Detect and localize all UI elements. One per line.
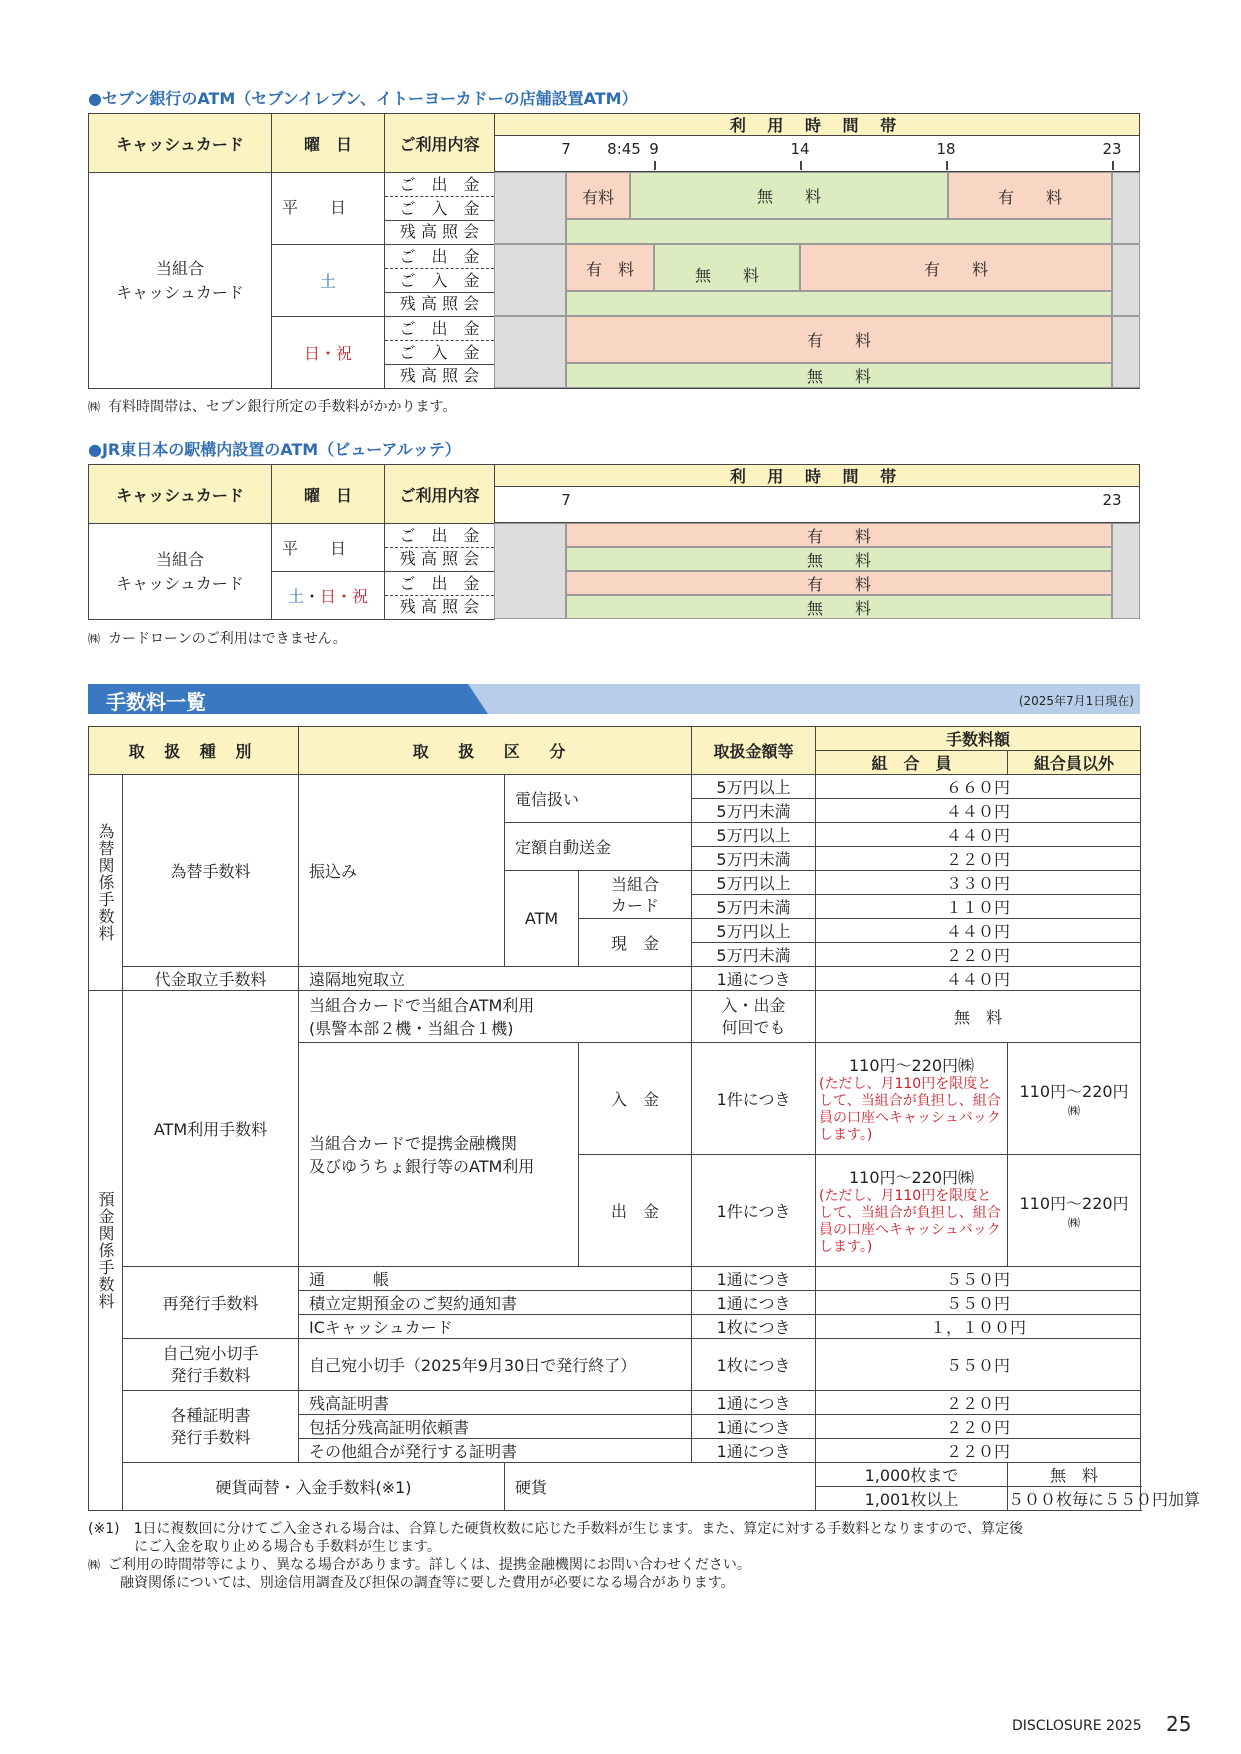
fee-value: ５００枚毎に５５０円加算	[1008, 1487, 1141, 1511]
amount-cell: 1通につき	[692, 1415, 816, 1439]
free-bar: 無 料	[654, 244, 800, 291]
per-ken: 1件につき	[692, 1155, 816, 1267]
nonmember-fee-cell: 110円～220円 ㈱	[1008, 1043, 1141, 1155]
amount-cell: 1枚につき	[692, 1315, 816, 1339]
reissue: 再発行手数料	[123, 1267, 299, 1339]
amount-cell: 1枚につき	[692, 1339, 816, 1391]
fee-value: ２２０円	[816, 1439, 1141, 1463]
fee-value: ４４０円	[816, 823, 1141, 847]
footnote-2b: 融資関係については、別途信用調査及び担保の調査等に要した費用が必要になる場合があります。	[120, 1575, 735, 1591]
page-number: 25	[1166, 1712, 1192, 1736]
closed-bar	[1112, 244, 1140, 316]
fee-bar: 有 料	[948, 172, 1112, 219]
fee-value: ２２０円	[816, 943, 1141, 967]
tick-7: 7	[561, 491, 571, 509]
fee-bar: 有 料	[566, 244, 654, 291]
tick-845: 8:45	[607, 140, 641, 158]
free-bar: 無 料	[566, 363, 1112, 388]
amount-cell: 1通につき	[692, 1267, 816, 1291]
fee-list-date: (2025年7月1日現在)	[1018, 694, 1134, 708]
use-balance: 残 高 照 会	[399, 293, 480, 313]
fee-value: ４４０円	[816, 799, 1141, 823]
tick-18: 18	[936, 140, 956, 158]
reissue-item: ICキャッシュカード	[299, 1315, 692, 1339]
h-division: 取 扱 区 分	[299, 727, 692, 775]
atm-fee: ATM利用手数料	[123, 991, 299, 1267]
inout-any: 入・出金 何回でも	[692, 991, 816, 1043]
use-deposit: ご 入 金	[385, 341, 494, 365]
closed-bar	[1112, 172, 1140, 244]
cert: 各種証明書 発行手数料	[123, 1391, 299, 1463]
amount-cell: 5万円未満	[692, 895, 816, 919]
h-type: 取 扱 種 別	[89, 727, 299, 775]
fee-value: １１０円	[816, 895, 1141, 919]
fee-bar: 有 料	[566, 571, 1112, 595]
h-nonmember: 組合員以外	[1008, 751, 1141, 775]
coin: 硬貨両替・入金手数料(※1)	[123, 1463, 505, 1511]
cat-transfer: 為替関係手数料	[89, 775, 123, 991]
member-fee-cell: 110円～220円㈱ (ただし、月110円を限度として、当組合が負担し、組合員の口座へキャッシュバックします。)	[816, 1043, 1008, 1155]
seven-time-header: 利 用 時 間 帯	[494, 113, 1140, 136]
enkaku: 遠隔地宛取立	[299, 967, 692, 991]
closed-bar	[494, 244, 566, 316]
amount-cell: 1,001枚以上	[816, 1487, 1008, 1511]
use-withdraw: ご 出 金	[385, 572, 494, 596]
coin-item: 硬貨	[505, 1463, 816, 1511]
day-weekday: 平 日	[272, 173, 385, 245]
atm-label: ATM	[505, 871, 579, 967]
seven-tick-area	[494, 136, 1140, 172]
day-holiday: 土・日・祝	[272, 572, 385, 620]
fee-value: ３３０円	[816, 871, 1141, 895]
amount-cell: 1通につき	[692, 1291, 816, 1315]
free-bar: 無 料	[630, 172, 948, 219]
header-day: 曜 日	[272, 114, 385, 173]
tick-mark	[654, 161, 656, 170]
h-fee: 手数料額	[816, 727, 1141, 751]
day-sunday: 日・祝	[272, 317, 385, 389]
use-balance: 残 高 照 会	[399, 365, 480, 385]
header-day: 曜 日	[272, 465, 385, 524]
own-atm: 当組合カードで当組合ATM利用 (県警本部２機・当組合１機)	[299, 991, 692, 1043]
use-withdraw: ご 出 金	[385, 524, 494, 548]
per-ken: 1件につき	[692, 1043, 816, 1155]
amount-cell: 5万円未満	[692, 799, 816, 823]
fee-value: ４４０円	[816, 919, 1141, 943]
free-bar: 無 料	[566, 547, 1112, 571]
use-balance: 残 高 照 会	[399, 597, 480, 616]
nyukin: 入 金	[579, 1043, 692, 1155]
use-balance: 残 高 照 会	[399, 549, 480, 568]
fee-list-banner	[88, 684, 1140, 714]
jikoate-item: 自己宛小切手（2025年9月30日で発行終了）	[299, 1339, 692, 1391]
member-fee-cell: 110円～220円㈱ (ただし、月110円を限度として、当組合が負担し、組合員の口座へキャッシュバックします。)	[816, 1155, 1008, 1267]
fee-value: ５５０円	[816, 1267, 1141, 1291]
footnote-1b: にご入金を取り止める場合も手数料が生じます。	[134, 1539, 441, 1555]
seven-note: ㈱ 有料時間帯は、セブン銀行所定の手数料がかかります。	[88, 399, 457, 415]
fee-value: ５５０円	[816, 1291, 1141, 1315]
header-use: ご利用内容	[385, 114, 495, 173]
teigaku: 定額自動送金	[505, 823, 692, 871]
jr-note: ㈱ カードローンのご利用はできません。	[88, 631, 347, 647]
cat-deposit: 預金関係手数料	[89, 991, 123, 1511]
partner-atm: 当組合カードで提携金融機関 及びゆうちょ銀行等のATM利用	[299, 1043, 579, 1267]
fee-value: 無 料	[1008, 1463, 1141, 1487]
footer-label: DISCLOSURE 2025	[1012, 1718, 1142, 1734]
tick-mark	[1112, 161, 1114, 170]
tick-mark	[800, 161, 802, 170]
furikomi: 振込み	[299, 775, 505, 967]
fee-bar: 有料	[566, 172, 630, 219]
h-member: 組 合 員	[816, 751, 1008, 775]
header-card: キャッシュカード	[89, 114, 272, 173]
tick-14: 14	[790, 140, 810, 158]
fee-bar: 有 料	[800, 244, 1112, 291]
day-saturday: 土	[272, 245, 385, 317]
fee-value: ４４０円	[816, 967, 1141, 991]
tick-7: 7	[561, 140, 571, 158]
header-card: キャッシュカード	[89, 465, 272, 524]
genkin: 現 金	[579, 919, 692, 967]
fee-value: ２２０円	[816, 847, 1141, 871]
tick-9: 9	[649, 140, 659, 158]
use-withdraw: ご 出 金	[385, 246, 494, 269]
denshin: 電信扱い	[505, 775, 692, 823]
nonmember-fee-cell: 110円～220円 ㈱	[1008, 1155, 1141, 1267]
card-label: 当組合 キャッシュカード	[89, 173, 272, 389]
header-use: ご利用内容	[385, 465, 495, 524]
day-weekday: 平 日	[272, 524, 385, 572]
free-bar: 無 料	[566, 595, 1112, 619]
reissue-item: 通 帳	[299, 1267, 692, 1291]
closed-bar	[494, 523, 566, 619]
closed-bar	[494, 172, 566, 244]
reissue-item: 積立定期預金のご契約通知書	[299, 1291, 692, 1315]
cert-item: その他組合が発行する証明書	[299, 1439, 692, 1463]
fee-table	[88, 726, 1201, 1511]
footnote-1: (※1) 1日に複数回に分けてご入金される場合は、合算した硬貨枚数に応じた手数料が生じます。また、算定に対する手数料となりますので、算定後	[88, 1521, 1024, 1537]
fee-bar: 有 料	[566, 316, 1112, 363]
fee-bar: 有 料	[566, 523, 1112, 547]
card-label: 当組合 キャッシュカード	[89, 524, 272, 620]
fee-value: １，１００円	[816, 1315, 1141, 1339]
amount-cell: 1通につき	[692, 967, 816, 991]
use-deposit: ご 入 金	[385, 269, 494, 293]
fee-list-title: 手数料一覧	[106, 690, 206, 714]
kumiai-card: 当組合 カード	[579, 871, 692, 919]
seven-section-title: ●セブン銀行のATM（セブンイレブン、イトーヨーカドーの店舗設置ATM）	[88, 89, 638, 108]
amount-cell: 5万円以上	[692, 775, 816, 799]
tick-23: 23	[1102, 140, 1122, 158]
transfer-fee: 為替手数料	[123, 775, 299, 967]
use-balance: 残 高 照 会	[399, 221, 480, 241]
jr-time-header: 利 用 時 間 帯	[494, 464, 1140, 487]
fee-value: ６６０円	[816, 775, 1141, 799]
fee-free: 無 料	[816, 991, 1141, 1043]
fee-value: ５５０円	[816, 1339, 1141, 1391]
closed-bar	[1112, 523, 1140, 619]
jr-section-title: ●JR東日本の駅構内設置のATM（ビューアルッテ）	[88, 440, 461, 459]
h-amount: 取扱金額等	[692, 727, 816, 775]
cert-item: 包括分残高証明依頼書	[299, 1415, 692, 1439]
amount-cell: 5万円未満	[692, 847, 816, 871]
amount-cell: 5万円以上	[692, 823, 816, 847]
amount-cell: 5万円以上	[692, 919, 816, 943]
amount-cell: 5万円未満	[692, 943, 816, 967]
amount-cell: 1通につき	[692, 1439, 816, 1463]
cert-item: 残高証明書	[299, 1391, 692, 1415]
use-withdraw: ご 出 金	[385, 318, 494, 341]
use-deposit: ご 入 金	[385, 197, 494, 221]
free-bar-balance	[566, 291, 1112, 316]
amount-cell: 5万円以上	[692, 871, 816, 895]
amount-cell: 1,000枚まで	[816, 1463, 1008, 1487]
footnote-2: ㈱ ご利用の時間帯等により、異なる場合があります。詳しくは、提携金融機関にお問い合わせください。	[88, 1557, 751, 1573]
tick-mark	[946, 161, 948, 170]
closed-bar	[1112, 316, 1140, 388]
fee-value: ２２０円	[816, 1415, 1141, 1439]
tick-23: 23	[1102, 491, 1122, 509]
free-bar-balance	[566, 219, 1112, 244]
shukkin: 出 金	[579, 1155, 692, 1267]
daikin: 代金取立手数料	[123, 967, 299, 991]
amount-cell: 1通につき	[692, 1391, 816, 1415]
use-withdraw: ご 出 金	[385, 174, 494, 197]
jikoate: 自己宛小切手 発行手数料	[123, 1339, 299, 1391]
jr-tick-area	[494, 487, 1140, 523]
fee-value: ２２０円	[816, 1391, 1141, 1415]
closed-bar	[494, 316, 566, 388]
